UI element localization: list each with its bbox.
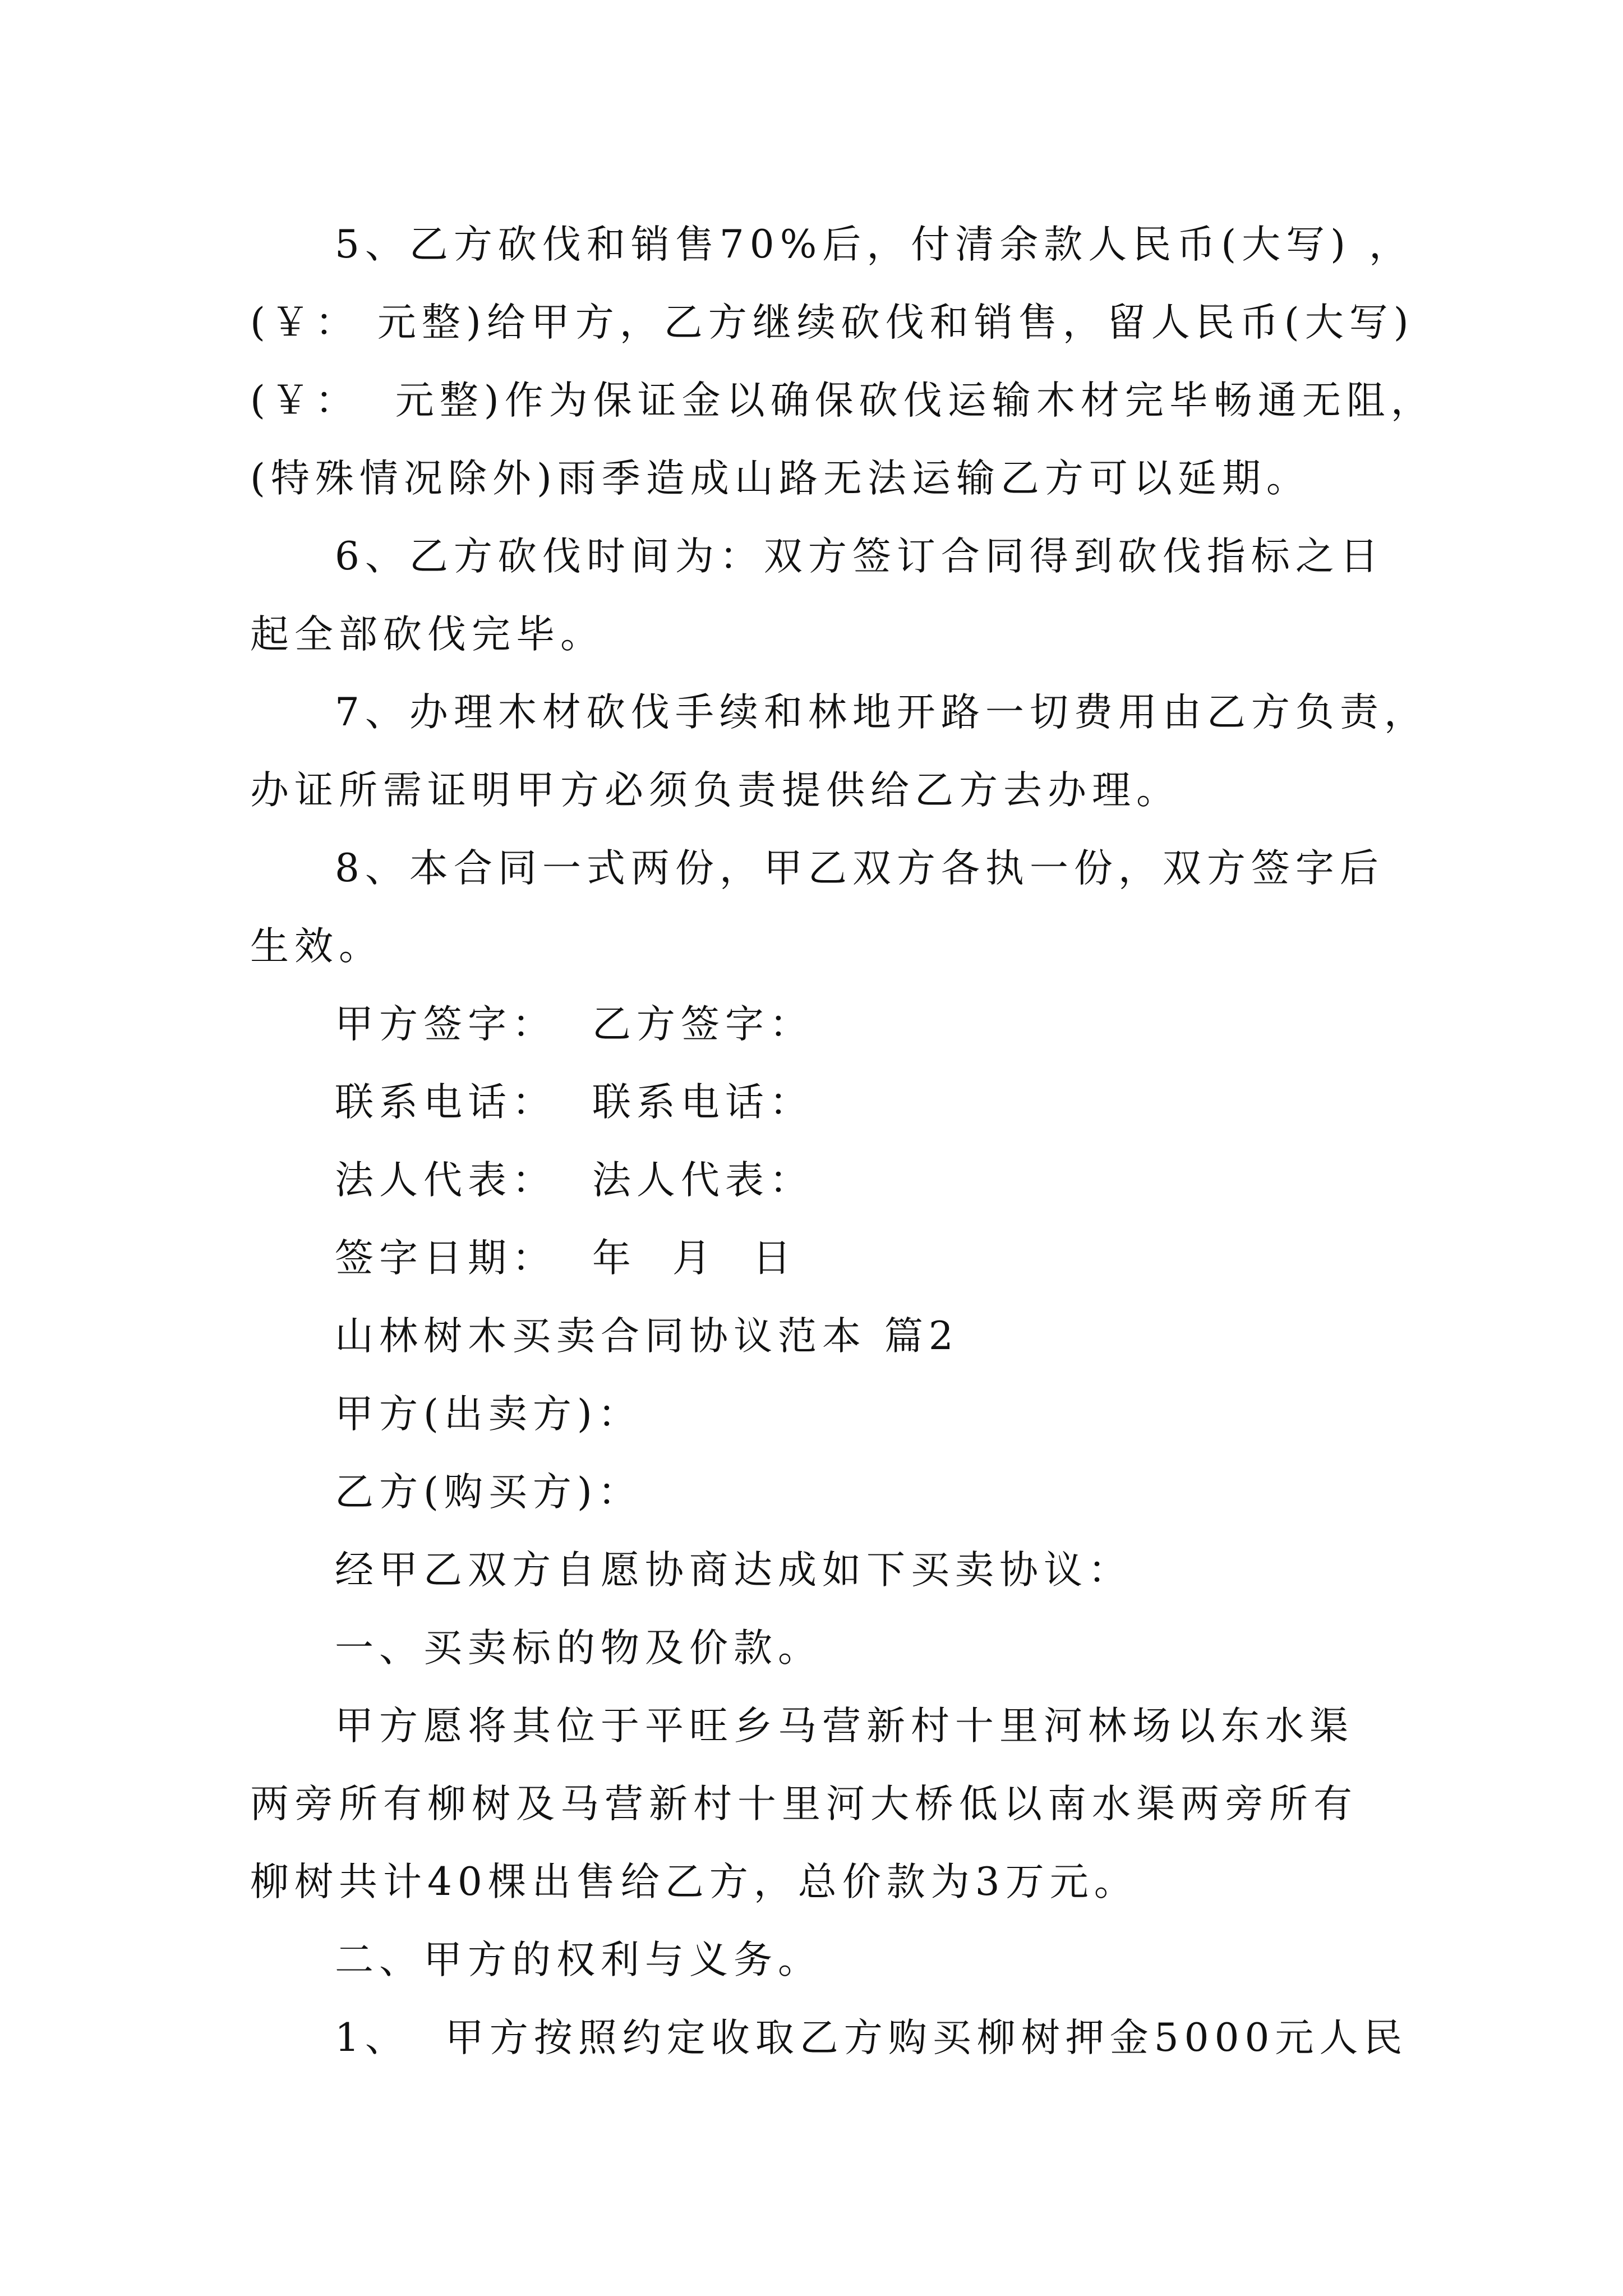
signature-line-representatives: 法人代表： 法人代表： bbox=[335, 1158, 814, 1203]
contract-title-part-2: 山林树木买卖合同协议范本 篇2 bbox=[335, 1314, 959, 1359]
signature-line-phones: 联系电话： 联系电话： bbox=[335, 1080, 814, 1125]
paragraph-7-line-1: 7、办理木材砍伐手续和林地开路一切费用由乙方负责， bbox=[335, 690, 1428, 735]
paragraph-5-line-1: 5、乙方砍伐和销售70%后，付清余款人民币(大写) ， bbox=[335, 222, 1414, 267]
section-2-heading: 二、甲方的权利与义务。 bbox=[335, 1938, 822, 1982]
party-a-label: 甲方(出卖方)： bbox=[335, 1392, 642, 1437]
paragraph-6-line-2: 起全部砍伐完毕。 bbox=[250, 612, 605, 657]
paragraph-5-line-4: (特殊情况除外)雨季造成山路无法运输乙方可以延期。 bbox=[250, 456, 1311, 501]
agreement-intro: 经甲乙双方自愿协商达成如下买卖协议： bbox=[335, 1548, 1132, 1593]
section-2-item-1: 1、 甲方按照约定收取乙方购买柳树押金5000元人民 bbox=[335, 2016, 1408, 2060]
paragraph-5-line-3: (￥： 元整)作为保证金以确保砍伐运输木材完毕畅通无阻， bbox=[250, 378, 1435, 423]
paragraph-5-line-2: (￥： 元整)给甲方，乙方继续砍伐和销售，留人民币(大写) bbox=[250, 300, 1414, 345]
signature-line-date: 签字日期： 年 月 日 bbox=[335, 1236, 797, 1281]
section-1-line-2: 两旁所有柳树及马营新村十里河大桥低以南水渠两旁所有 bbox=[250, 1782, 1358, 1826]
paragraph-6-line-1: 6、乙方砍伐时间为：双方签订合同得到砍伐指标之日 bbox=[335, 534, 1384, 579]
paragraph-7-line-2: 办证所需证明甲方必须负责提供给乙方去办理。 bbox=[250, 768, 1181, 813]
section-1-line-1: 甲方愿将其位于平旺乡马营新村十里河林场以东水渠 bbox=[335, 1704, 1354, 1749]
paragraph-8-line-2: 生效。 bbox=[250, 924, 383, 969]
paragraph-8-line-1: 8、本合同一式两份，甲乙双方各执一份，双方签字后 bbox=[335, 846, 1384, 891]
section-1-line-3: 柳树共计40棵出售给乙方，总价款为3万元。 bbox=[250, 1860, 1138, 1904]
section-1-heading: 一、买卖标的物及价款。 bbox=[335, 1626, 822, 1671]
signature-line-names: 甲方签字： 乙方签字： bbox=[335, 1002, 814, 1047]
party-b-label: 乙方(购买方)： bbox=[335, 1470, 642, 1515]
